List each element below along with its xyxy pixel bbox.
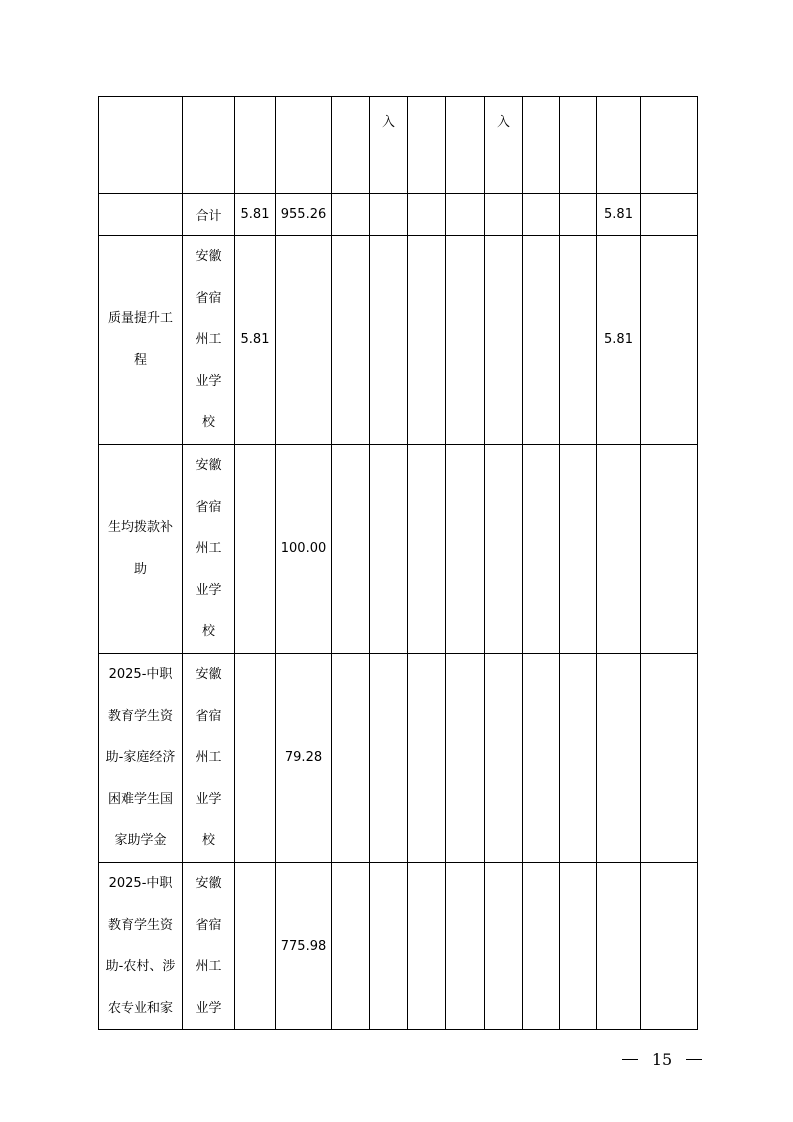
total-col12: 5.81 [597, 194, 641, 236]
table-cell [408, 862, 446, 1029]
table-row [99, 236, 698, 445]
unit-name: 安徽省宿州工业学 [183, 862, 235, 1029]
total-project-cell [99, 194, 183, 236]
table-cell [446, 444, 485, 653]
page-footer [622, 1050, 702, 1069]
header-cell-income-2: 入 [485, 97, 523, 194]
row-col12 [597, 862, 641, 1029]
unit-name: 安徽省宿州工业学校 [183, 444, 235, 653]
table-cell [446, 194, 485, 236]
footer-dash-right [686, 1059, 702, 1060]
table-cell [485, 444, 523, 653]
table-cell [523, 862, 560, 1029]
table-cell [332, 236, 370, 445]
header-cell [235, 97, 276, 194]
row-col4: 79.28 [276, 653, 332, 862]
table-cell [641, 236, 698, 445]
table-cell [332, 653, 370, 862]
header-cell [183, 97, 235, 194]
row-col4: 100.00 [276, 444, 332, 653]
row-col3: 5.81 [235, 236, 276, 445]
header-cell [332, 97, 370, 194]
table-cell [408, 194, 446, 236]
table-cell [485, 862, 523, 1029]
table-cell [446, 236, 485, 445]
row-col4: 775.98 [276, 862, 332, 1029]
row-col12 [597, 444, 641, 653]
page-number: 15 [651, 1050, 673, 1069]
header-cell [560, 97, 597, 194]
table-cell [446, 862, 485, 1029]
header-cell [641, 97, 698, 194]
table-cell [560, 236, 597, 445]
project-name: 质量提升工程 [99, 236, 183, 445]
budget-table [98, 96, 698, 1030]
table-cell [523, 653, 560, 862]
table-cell [641, 862, 698, 1029]
table-cell [485, 194, 523, 236]
table-cell [641, 653, 698, 862]
table-cell [641, 444, 698, 653]
table-cell [332, 194, 370, 236]
table-cell [370, 653, 408, 862]
table-cell [485, 653, 523, 862]
table-cell [370, 194, 408, 236]
table-cell [641, 194, 698, 236]
project-name: 2025-中职教育学生资助-家庭经济困难学生国家助学金 [99, 653, 183, 862]
table-cell [485, 236, 523, 445]
table-row [99, 653, 698, 862]
row-col3 [235, 862, 276, 1029]
total-col3: 5.81 [235, 194, 276, 236]
table-cell [523, 444, 560, 653]
row-col12: 5.81 [597, 236, 641, 445]
table-cell [560, 862, 597, 1029]
table-cell [370, 862, 408, 1029]
table-row [99, 444, 698, 653]
unit-name: 安徽省宿州工业学校 [183, 236, 235, 445]
table-cell [370, 236, 408, 445]
row-col3 [235, 653, 276, 862]
project-name: 生均拨款补助 [99, 444, 183, 653]
table-cell [523, 194, 560, 236]
footer-dash-left [622, 1059, 638, 1060]
total-row [99, 194, 698, 236]
total-col4: 955.26 [276, 194, 332, 236]
row-col12 [597, 653, 641, 862]
table-cell [560, 444, 597, 653]
header-continuation-row [99, 97, 698, 194]
header-cell [597, 97, 641, 194]
table-row [99, 862, 698, 1029]
table-cell [408, 653, 446, 862]
table-cell [523, 236, 560, 445]
table-cell [332, 862, 370, 1029]
header-cell [99, 97, 183, 194]
header-cell [523, 97, 560, 194]
table-cell [408, 444, 446, 653]
header-cell [446, 97, 485, 194]
total-label: 合计 [183, 194, 235, 236]
row-col3 [235, 444, 276, 653]
table-cell [332, 444, 370, 653]
header-cell-income-1: 入 [370, 97, 408, 194]
project-name: 2025-中职教育学生资助-农村、涉农专业和家 [99, 862, 183, 1029]
table-cell [560, 653, 597, 862]
table-cell [446, 653, 485, 862]
table-cell [560, 194, 597, 236]
unit-name: 安徽省宿州工业学校 [183, 653, 235, 862]
header-cell [408, 97, 446, 194]
header-cell [276, 97, 332, 194]
table-cell [370, 444, 408, 653]
row-col4 [276, 236, 332, 445]
table-cell [408, 236, 446, 445]
